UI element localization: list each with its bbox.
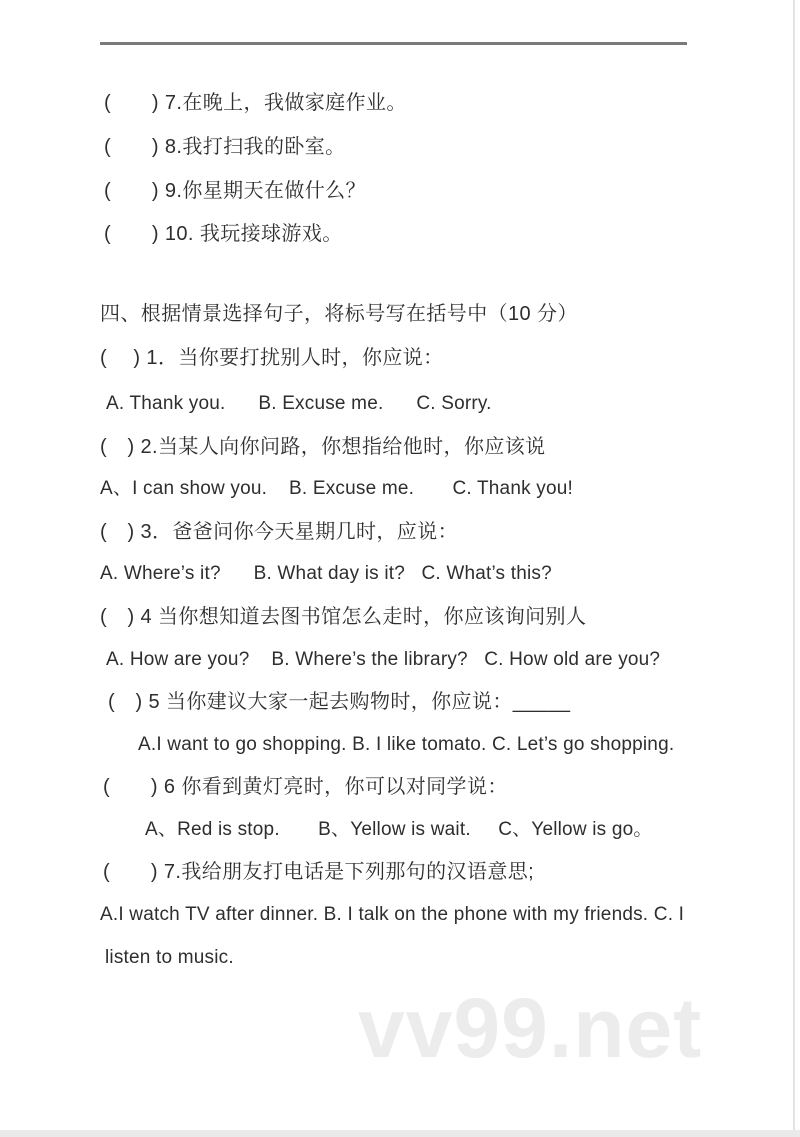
- question-4-prompt: ( ) 4 当你想知道去图书馆怎么走时，你应该询问别人: [100, 606, 587, 628]
- question-2-options: A、I can show you. B. Excuse me. C. Thank you!: [100, 478, 573, 499]
- page-edge-right: [793, 0, 795, 1137]
- question-5-options: A.I want to go shopping. B. I like tomato. C. Let’s go shopping.: [138, 734, 675, 755]
- matching-item-8: ( ) 8.我打扫我的卧室。: [104, 136, 346, 158]
- matching-item-7: ( ) 7.在晚上，我做家庭作业。: [104, 92, 407, 114]
- question-7-options-line1: A.I watch TV after dinner. B. I talk on the phone with my friends. C. I: [100, 904, 685, 925]
- section-four-title: 四、根据情景选择句子，将标号写在括号中（10 分）: [100, 303, 578, 325]
- matching-item-9: ( ) 9.你星期天在做什么？: [104, 180, 366, 202]
- question-4-options: A. How are you? B. Where’s the library? C. How old are you?: [106, 649, 661, 670]
- question-7-prompt: ( ) 7.我给朋友打电话是下列那句的汉语意思;: [103, 861, 535, 883]
- question-1-prompt: ( ) 1．当你要打扰别人时，你应说：: [100, 347, 444, 369]
- site-watermark: vv99.net: [358, 981, 703, 1075]
- question-6-options: A、Red is stop. B、Yellow is wait. C、Yellow is go。: [145, 819, 653, 840]
- matching-item-10: ( ) 10. 我玩接球游戏。: [104, 223, 343, 245]
- question-3-prompt: ( ) 3．爸爸问你今天星期几时，应说：: [100, 521, 458, 543]
- top-horizontal-rule: [100, 42, 687, 45]
- question-5-prompt: ( ) 5 当你建议大家一起去购物时，你应说：_____: [108, 691, 571, 713]
- page-edge-bottom: [0, 1130, 800, 1137]
- question-2-prompt: ( ) 2.当某人向你问路，你想指给他时，你应该说: [100, 436, 546, 458]
- question-6-prompt: ( ) 6 你看到黄灯亮时，你可以对同学说：: [103, 776, 508, 798]
- question-7-options-line2: listen to music.: [105, 947, 234, 968]
- question-1-options: A. Thank you. B. Excuse me. C. Sorry.: [106, 393, 492, 414]
- question-3-options: A. Where’s it? B. What day is it? C. What’s this?: [100, 563, 552, 584]
